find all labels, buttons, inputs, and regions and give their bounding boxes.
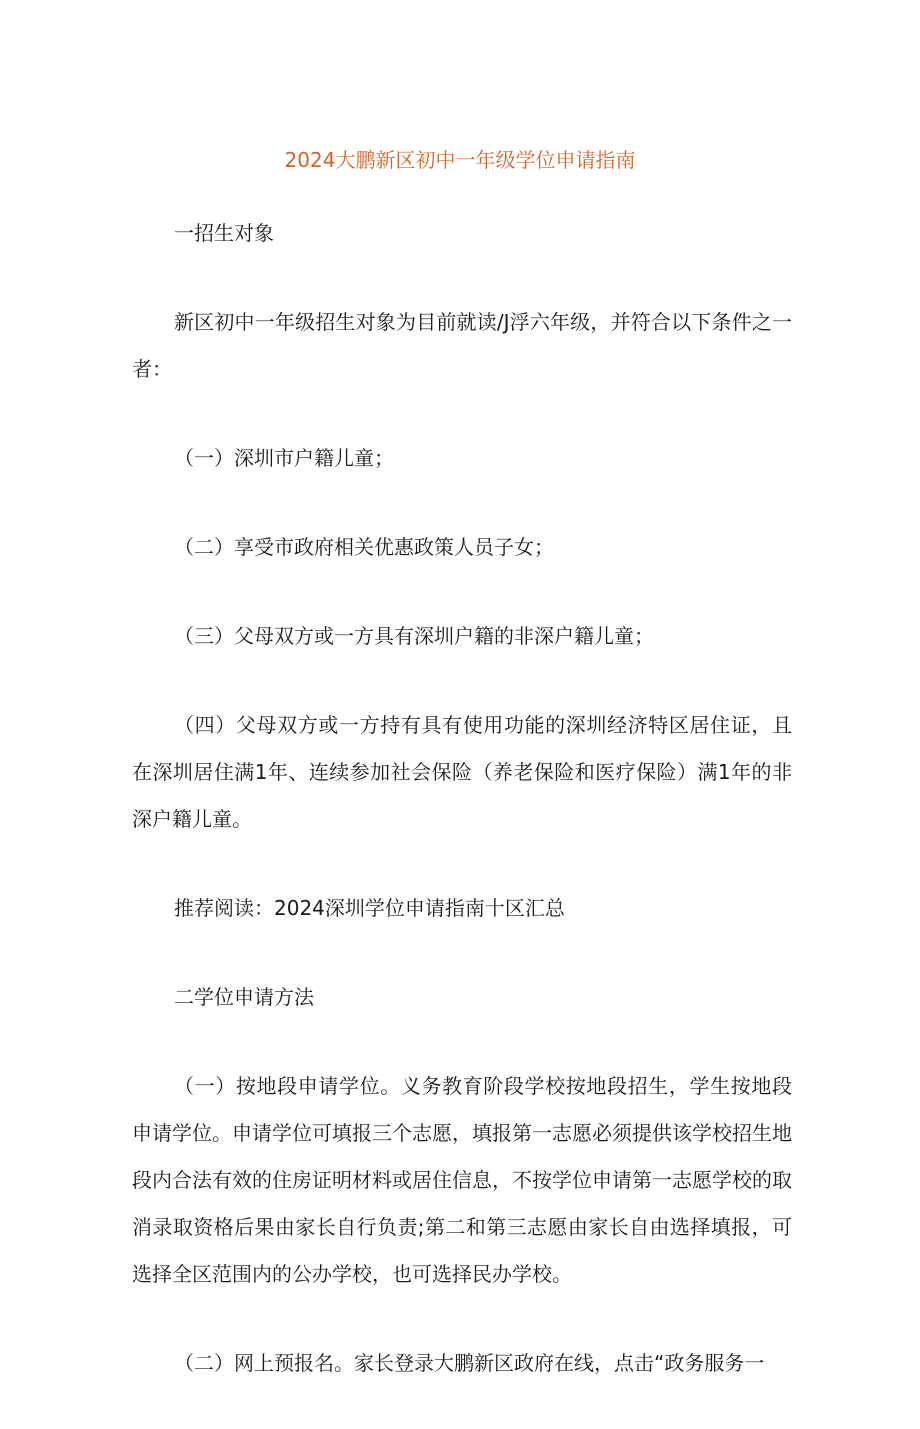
paragraph-enrollment-description: 新区初中一年级招生对象为目前就读/J浮六年级，并符合以下条件之一者： xyxy=(132,310,792,381)
paragraph-condition-2: （二）享受市政府相关优惠政策人员子女； xyxy=(174,535,554,559)
section-heading-enrollment-target: 一招生对象 xyxy=(174,221,274,245)
paragraph-method-2: （二）网上预报名。家长登录大鹏新区政府在线，点击“政务服务一 xyxy=(174,1351,765,1375)
paragraph-recommended-reading: 推荐阅读：2024深圳学位申请指南十区汇总 xyxy=(174,896,565,920)
paragraph-condition-4: （四）父母双方或一方持有具有使用功能的深圳经济特区居住证，且在深圳居住满1年、连续参加社会保险（养老保险和医疗保险）满1年的非深户籍儿童。 xyxy=(132,713,792,831)
paragraph-condition-3: （三）父母双方或一方具有深圳户籍的非深户籍儿童； xyxy=(174,624,654,648)
document-title: 2024大鹏新区初中一年级学位申请指南 xyxy=(284,148,636,172)
paragraph-condition-1: （一）深圳市户籍儿童； xyxy=(174,446,394,470)
section-heading-application-method: 二学位申请方法 xyxy=(174,985,314,1009)
paragraph-method-1: （一）按地段申请学位。义务教育阶段学校按地段招生，学生按地段申请学位。申请学位可填报三个志愿，填报第一志愿必须提供该学校招生地段内合法有效的住房证明材料或居住信息，不按学位申请第一志愿学校的取消录取资格后果由家长自行负责;第二和第三志愿由家长自由选择填报，可选择全区范围内的公办学校，也可选择民办学校。 xyxy=(132,1074,792,1286)
document-body xyxy=(132,210,792,1429)
